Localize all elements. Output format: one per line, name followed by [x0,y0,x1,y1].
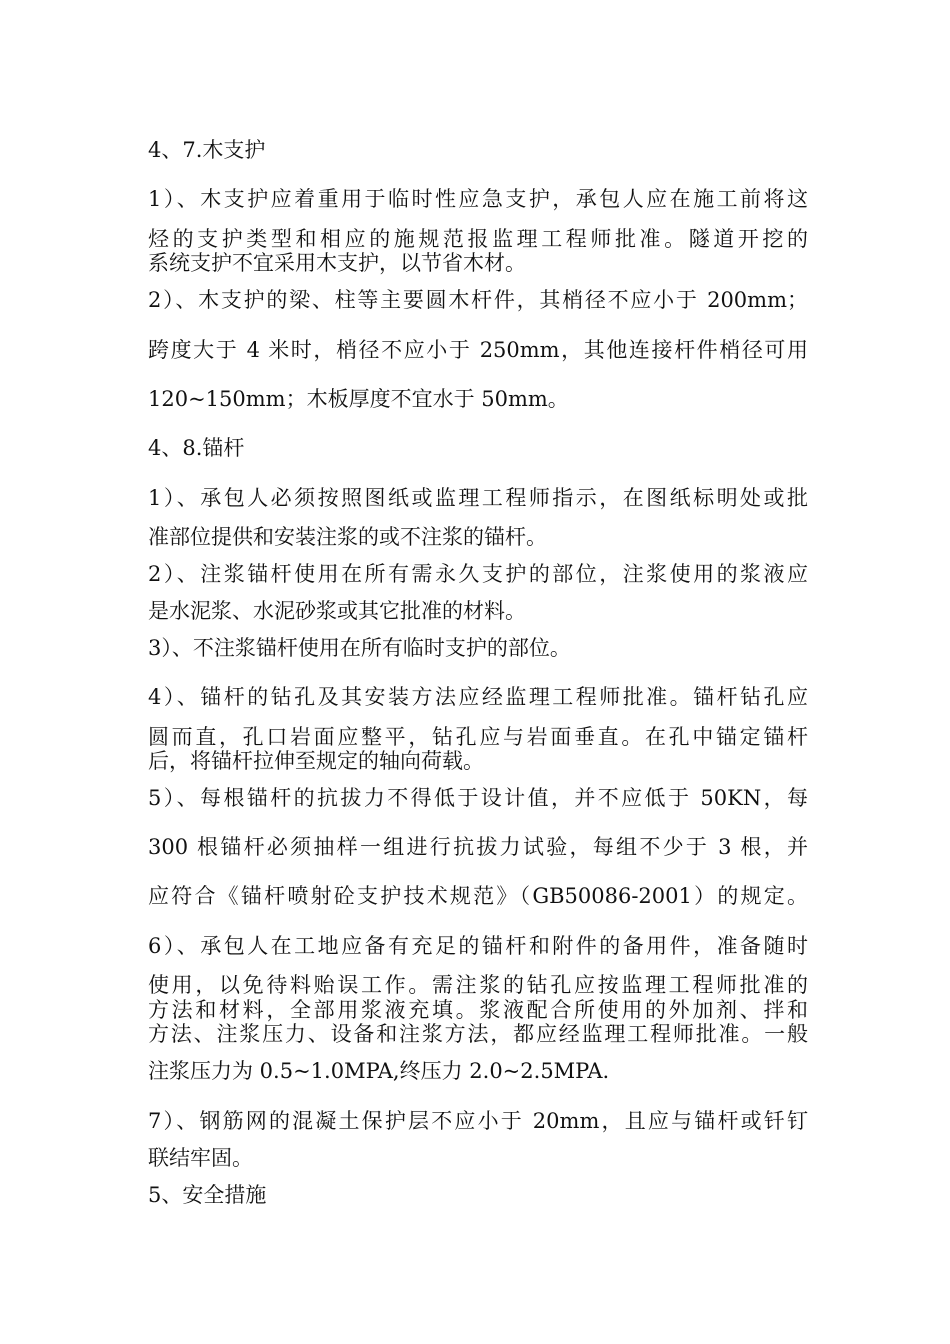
paragraph-line: 6）、承包人在工地应备有充足的锚杆和附件的备用件，准备随时 [148,934,808,958]
section-heading-safety-measures: 5、安全措施 [148,1183,267,1207]
paragraph-line: 注浆压力为 0.5~1.0MPA,终压力 2.0~2.5MPA. [148,1059,610,1083]
paragraph-line: 4）、锚杆的钻孔及其安装方法应经监理工程师批准。锚杆钻孔应 [148,685,808,709]
paragraph-line: 后，将锚杆拉伸至规定的轴向荷载。 [148,749,484,773]
paragraph-line: 2）、木支护的梁、柱等主要圆木杆件，其梢径不应小于 200mm； [148,288,808,312]
paragraph-line: 跨度大于 4 米时，梢径不应小于 250mm，其他连接杆件梢径可用 [148,338,808,362]
paragraph-line: 300 根锚杆必须抽样一组进行抗拔力试验，每组不少于 3 根，并 [148,835,808,859]
paragraph-line: 1）、承包人必须按照图纸或监理工程师指示，在图纸标明处或批 [148,486,808,510]
paragraph-line: 是水泥浆、水泥砂浆或其它批准的材料。 [148,599,526,623]
section-heading-anchor-bolt: 4、8.锚杆 [148,436,245,460]
paragraph-line: 烃的支护类型和相应的施规范报监理工程师批准。隧道开挖的 [148,227,808,251]
paragraph-line: 120~150mm；木板厚度不宜水于 50mm。 [148,387,569,411]
paragraph-line: 方法、注浆压力、设备和注浆方法，都应经监理工程师批准。一般 [148,1022,808,1046]
paragraph-line: 5）、每根锚杆的抗拔力不得低于设计值，并不应低于 50KN，每 [148,786,808,810]
section-heading-wood-support: 4、7.木支护 [148,138,266,162]
paragraph-line: 方法和材料，全部用浆液充填。浆液配合所使用的外加剂、拌和 [148,998,808,1022]
paragraph-line: 7）、钢筋网的混凝土保护层不应小于 20mm，且应与锚杆或钎钉 [148,1109,808,1133]
paragraph-line: 1）、木支护应着重用于临时性应急支护，承包人应在施工前将这 [148,187,808,211]
paragraph-line: 应符合《锚杆喷射砼支护技术规范》（GB50086-2001）的规定。 [148,884,808,908]
paragraph-line: 联结牢固。 [148,1146,253,1170]
paragraph-line: 圆而直，孔口岩面应整平，钻孔应与岩面垂直。在孔中锚定锚杆 [148,725,808,749]
paragraph-line: 3）、不注浆锚杆使用在所有临时支护的部位。 [148,636,571,660]
paragraph-line: 准部位提供和安装注浆的或不注浆的锚杆。 [148,525,547,549]
paragraph-line: 2）、注浆锚杆使用在所有需永久支护的部位，注浆使用的浆液应 [148,562,808,586]
paragraph-line: 系统支护不宜采用木支护，以节省木材。 [148,251,526,275]
paragraph-line: 使用，以免待料贻误工作。需注浆的钻孔应按监理工程师批准的 [148,973,808,997]
